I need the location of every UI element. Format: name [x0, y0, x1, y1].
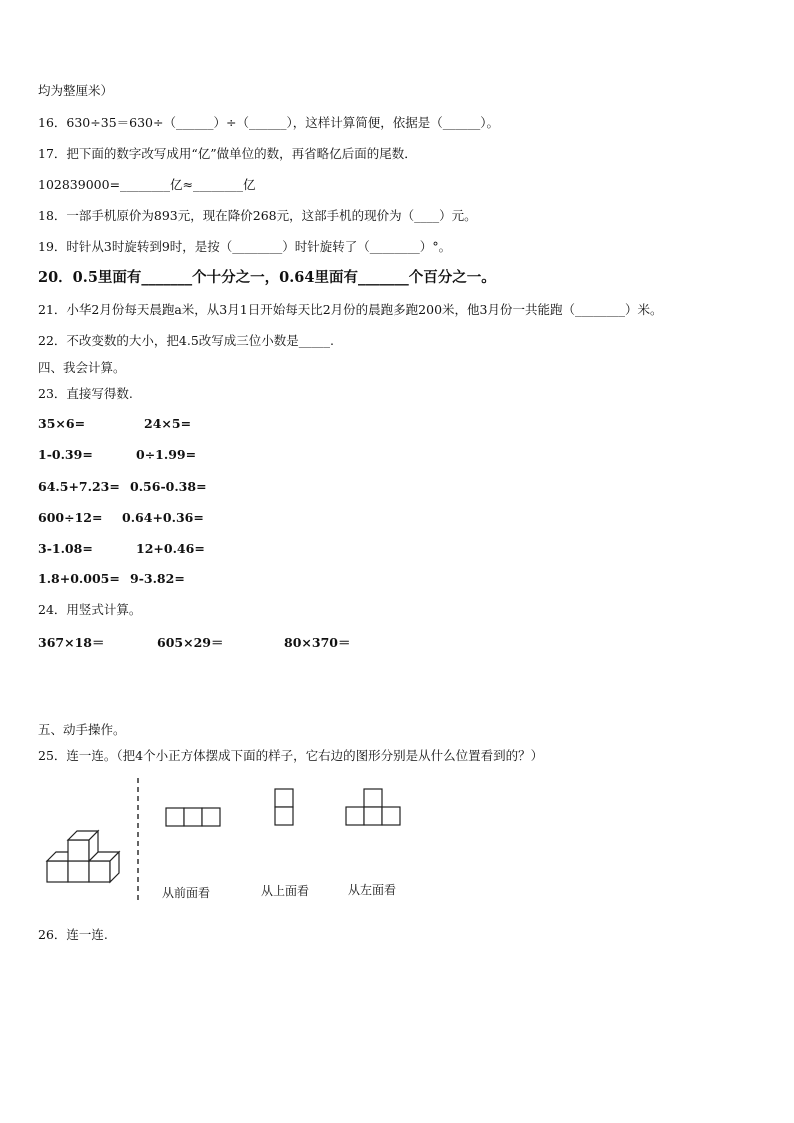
cube-stack-figure [44, 826, 124, 886]
calc-2-right: 0.56-0.38= [130, 479, 207, 494]
caption-left-view: 从左面看 [348, 883, 397, 897]
question-19: 19．时针从3时旋转到9时，是按（________）时针旋转了（________）°。 [38, 239, 452, 254]
calc-4-right: 12+0.46= [136, 541, 205, 556]
question-23: 23．直接写得数. [38, 386, 133, 401]
section-5-heading: 五、动手操作。 [38, 722, 126, 737]
calc-5-left: 1.8+0.005= [38, 571, 120, 586]
view-t-shape [345, 788, 401, 828]
caption-top-view: 从上面看 [261, 884, 310, 898]
q15-tail: 均为整厘米） [38, 83, 114, 98]
dashed-divider [136, 778, 140, 903]
question-26: 26．连一连. [38, 927, 108, 942]
calc-0-right: 24×5= [144, 416, 192, 431]
question-17-answer-line: 102839000=________亿≈________亿 [38, 177, 256, 192]
question-18: 18．一部手机原价为893元，现在降价268元，这部手机的现价为（____）元。 [38, 208, 477, 223]
question-17: 17．把下面的数字改写成用“亿”做单位的数，再省略亿后面的尾数． [38, 146, 417, 161]
section-4-heading: 四、我会计算。 [38, 360, 126, 375]
calc-3-right: 0.64+0.36= [122, 510, 204, 525]
question-24: 24．用竖式计算。 [38, 602, 142, 617]
question-25: 25．连一连。（把4个小正方体摆成下面的样子，它右边的图形分别是从什么位置看到的？） [38, 748, 544, 763]
question-16: 16．630÷35＝630÷（______）÷（______），这样计算简便，依据是（______）。 [38, 115, 499, 130]
calc-4-left: 3-1.08= [38, 541, 93, 556]
calc-1-right: 0÷1.99= [136, 447, 197, 462]
vertical-calc-2: 605×29＝ [157, 635, 224, 650]
view-two-squares-column [274, 788, 295, 828]
calc-5-right: 9-3.82= [130, 571, 185, 586]
caption-front-view: 从前面看 [162, 886, 211, 900]
calc-0-left: 35×6= [38, 416, 86, 431]
calc-2-left: 64.5+7.23= [38, 479, 120, 494]
question-21: 21．小华2月份每天晨跑a米，从3月1日开始每天比2月份的晨跑多跑200米，他3月份一共能跑（________）米。 [38, 302, 663, 317]
view-three-squares-row [165, 807, 221, 828]
calc-1-left: 1-0.39= [38, 447, 93, 462]
question-20: 20．0.5里面有_______个十分之一，0.64里面有_______个百分之一。 [38, 269, 496, 286]
vertical-calc-3: 80×370＝ [284, 635, 351, 650]
calc-3-left: 600÷12= [38, 510, 103, 525]
vertical-calc-1: 367×18＝ [38, 635, 105, 650]
question-22: 22．不改变数的大小，把4.5改写成三位小数是_____. [38, 333, 335, 348]
